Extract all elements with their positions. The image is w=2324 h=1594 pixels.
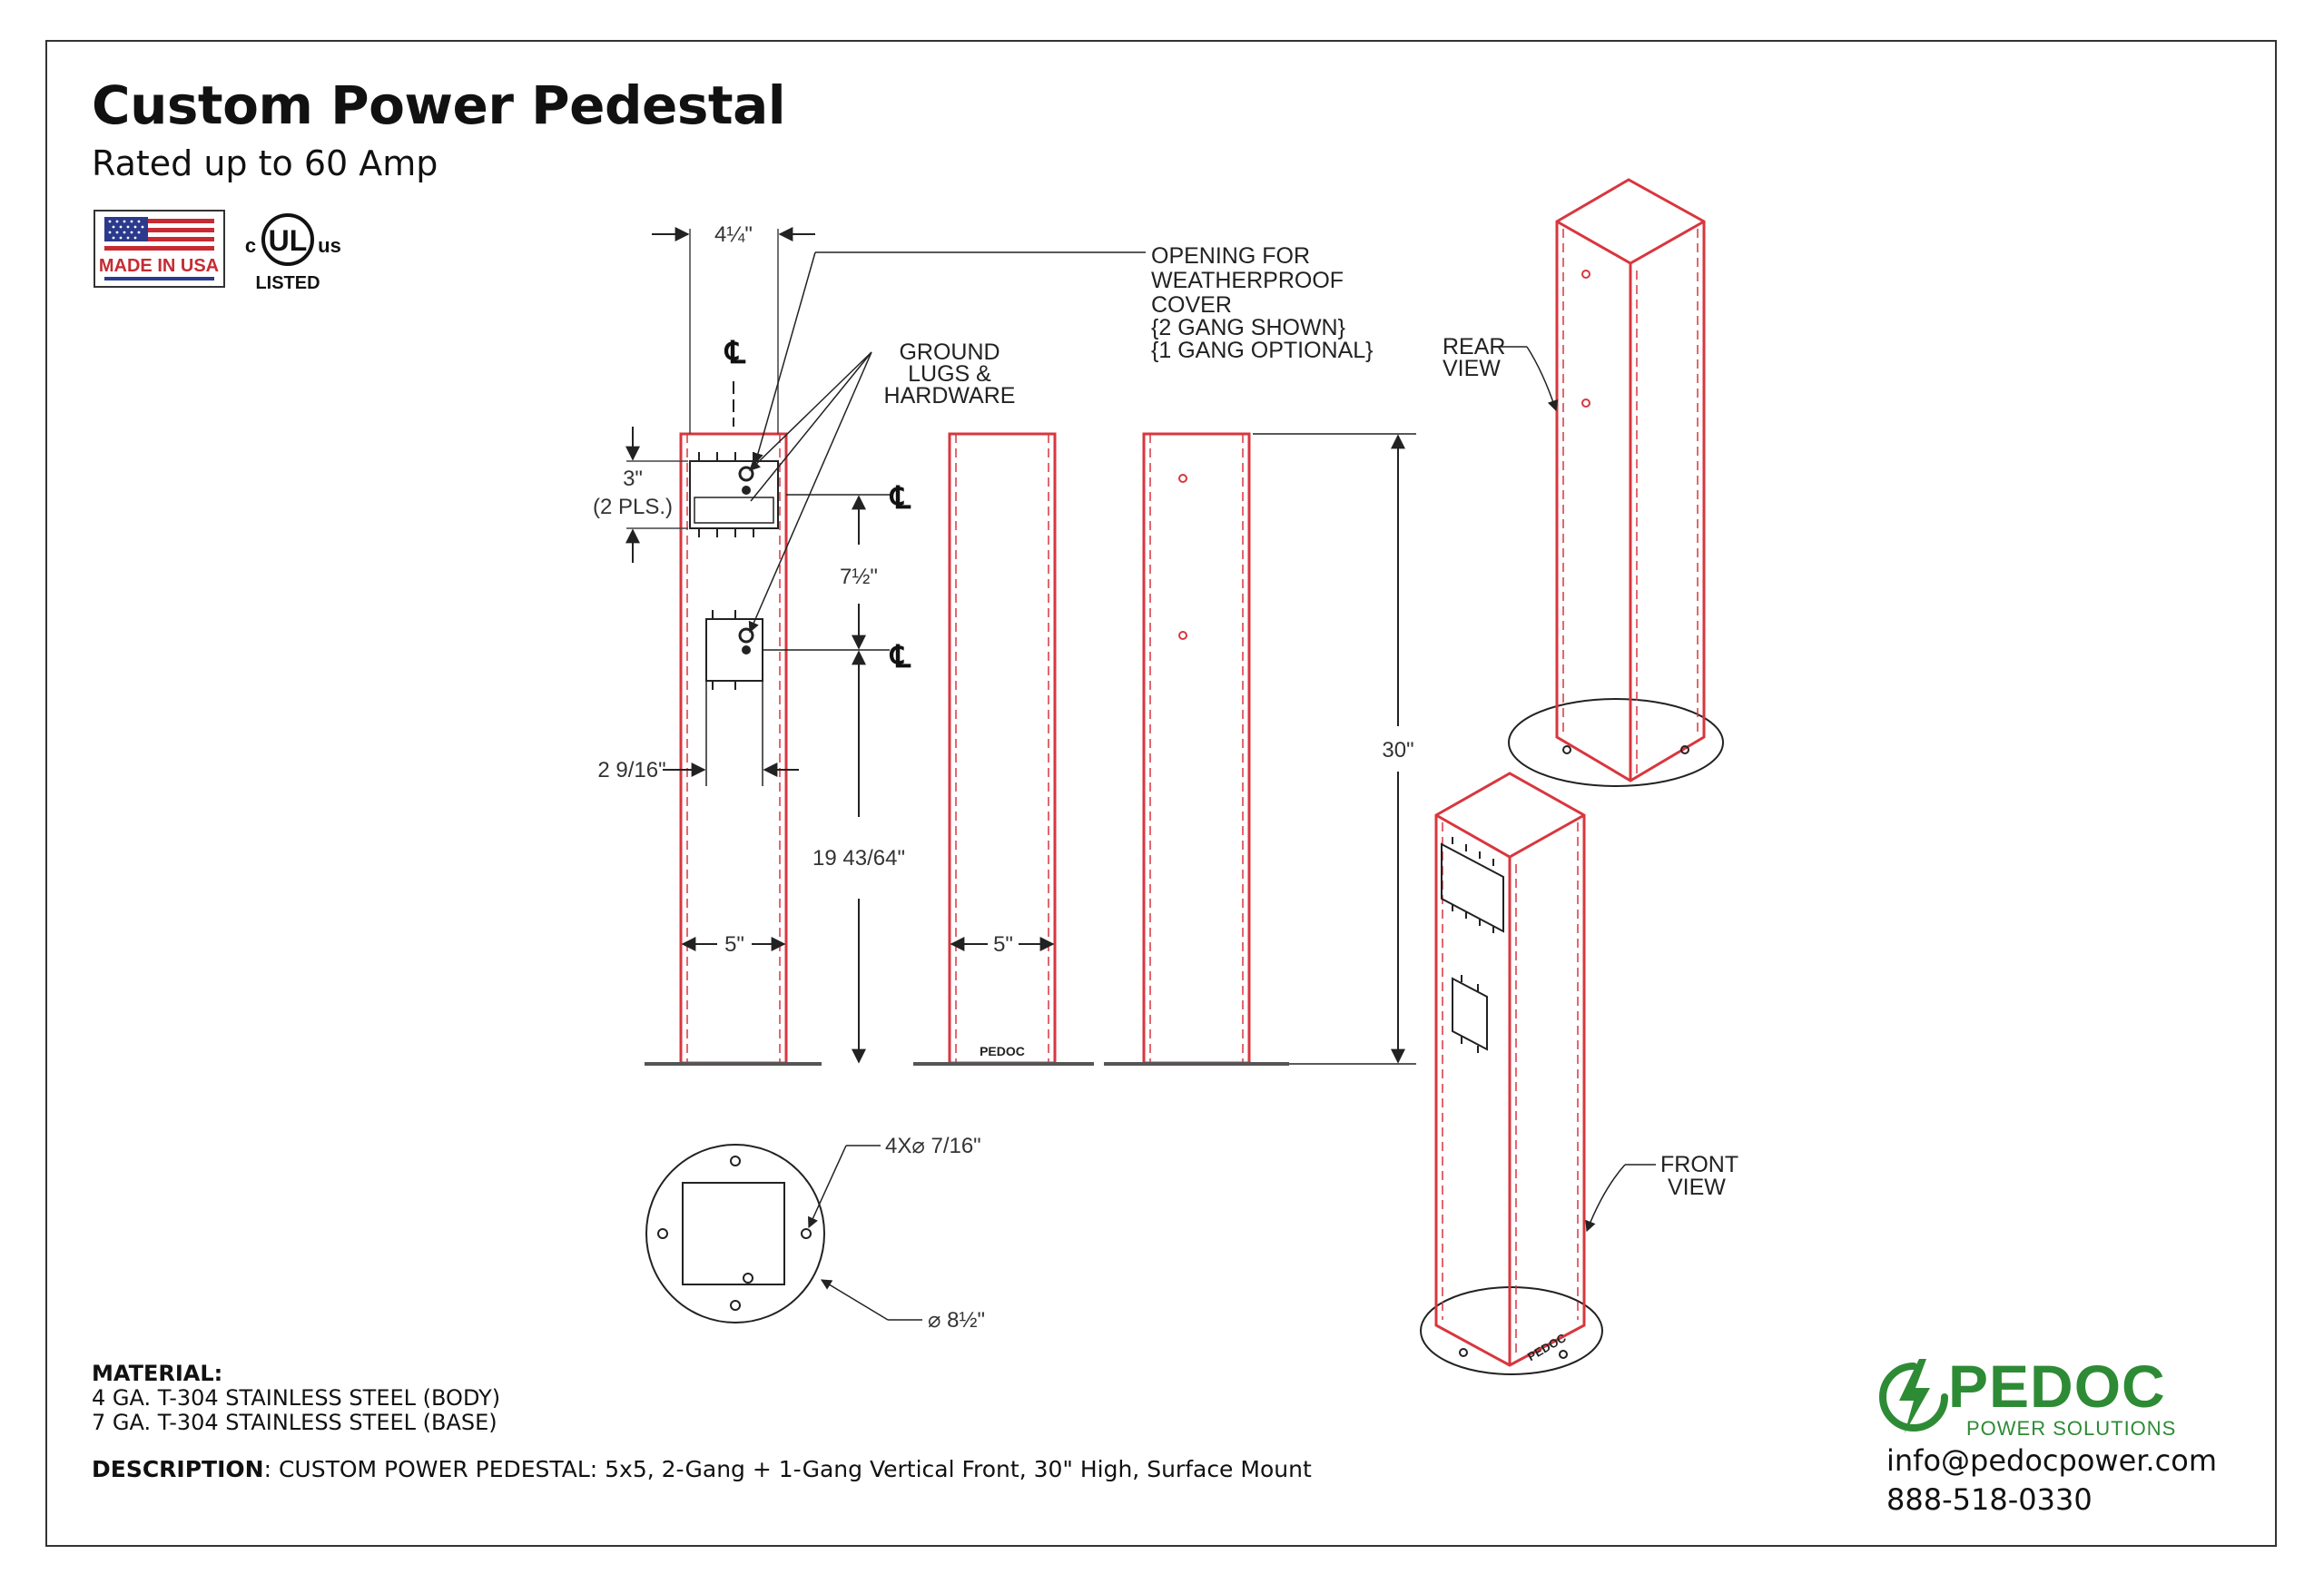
opening-callout-line1: OPENING FOR — [1151, 243, 1311, 269]
dim-7-5: 7½" — [840, 565, 878, 589]
opening-callout-line4: {2 GANG SHOWN} — [1151, 315, 1345, 340]
material-line-body: 4 GA. T-304 STAINLESS STEEL (BODY) — [92, 1385, 501, 1411]
material-line-base: 7 GA. T-304 STAINLESS STEEL (BASE) — [92, 1410, 497, 1435]
page-title: Custom Power Pedestal — [92, 74, 786, 136]
ul-mark-text: UL — [268, 224, 308, 257]
dim-30in: 30" — [1382, 738, 1414, 763]
ground-callout-line1: GROUND — [899, 339, 1000, 365]
opening-callout-line2: WEATHERPROOF — [1151, 268, 1344, 293]
side-elevation — [913, 434, 1094, 1064]
base-dim: ⌀ 8½" — [928, 1308, 985, 1333]
rear-elevation — [1104, 434, 1289, 1064]
rear-view-line1: REAR — [1443, 334, 1506, 359]
opening-callout-line5: {1 GANG OPTIONAL} — [1151, 338, 1374, 363]
pedoc-stamp-side: PEDOC — [980, 1044, 1025, 1058]
brand-tagline: POWER SOLUTIONS — [1966, 1417, 2177, 1440]
ground-callout-line2: LUGS & — [908, 361, 991, 387]
opening-callout-line3: COVER — [1151, 292, 1232, 318]
ul-c-text: c — [244, 234, 257, 257]
lightning-bolt-icon — [1877, 1357, 1950, 1439]
ground-lugs-callout — [750, 339, 1015, 632]
material-block — [92, 1362, 500, 1435]
ul-listed-text: LISTED — [255, 273, 320, 293]
material-label: MATERIAL: — [92, 1361, 223, 1386]
base-plate-plan — [646, 1134, 985, 1333]
rear-view-line2: VIEW — [1443, 356, 1501, 381]
dim-3in: 3" — [623, 467, 643, 491]
ground-callout-line3: HARDWARE — [883, 383, 1016, 408]
centerline-symbol-lower: ℄ — [891, 639, 911, 675]
brand-email: info@pedocpower.com — [1886, 1443, 2217, 1478]
dim-2-9-16: 2 9/16" — [597, 758, 666, 782]
description-text: : CUSTOM POWER PEDESTAL: 5x5, 2-Gang + 1-Gang Vertical Front, 30" High, Surface Mount — [263, 1456, 1312, 1482]
pedoc-stamp-iso: PEDOC — [1524, 1331, 1569, 1364]
description-label: DESCRIPTION — [92, 1456, 264, 1482]
brand-name: PEDOC — [1948, 1353, 2166, 1420]
hole-dim: 4X⌀ 7/16" — [885, 1134, 981, 1158]
ul-us-text: us — [318, 234, 341, 257]
page-subtitle: Rated up to 60 Amp — [92, 143, 438, 183]
front-isometric — [1421, 773, 1738, 1374]
dim-5-front: 5" — [724, 932, 744, 957]
dim-19-43-64: 19 43/64" — [812, 846, 905, 871]
front-elevation — [645, 381, 822, 1064]
dim-2pls: (2 PLS.) — [592, 495, 674, 519]
front-view-line1: FRONT — [1660, 1152, 1739, 1177]
centerline-symbol-top: ℄ — [725, 335, 745, 371]
rear-isometric — [1443, 180, 1723, 786]
dim-5-side: 5" — [993, 932, 1013, 957]
front-view-line2: VIEW — [1668, 1175, 1726, 1200]
pedoc-logo — [1877, 1353, 2195, 1440]
opening-callout — [755, 243, 1374, 463]
description-block — [92, 1456, 1312, 1482]
brand-phone: 888-518-0330 — [1886, 1482, 2093, 1517]
dim-top-width: 4¼" — [714, 222, 753, 247]
centerline-symbol-upper: ℄ — [891, 480, 911, 517]
made-in-usa-text: MADE IN USA — [98, 256, 220, 276]
